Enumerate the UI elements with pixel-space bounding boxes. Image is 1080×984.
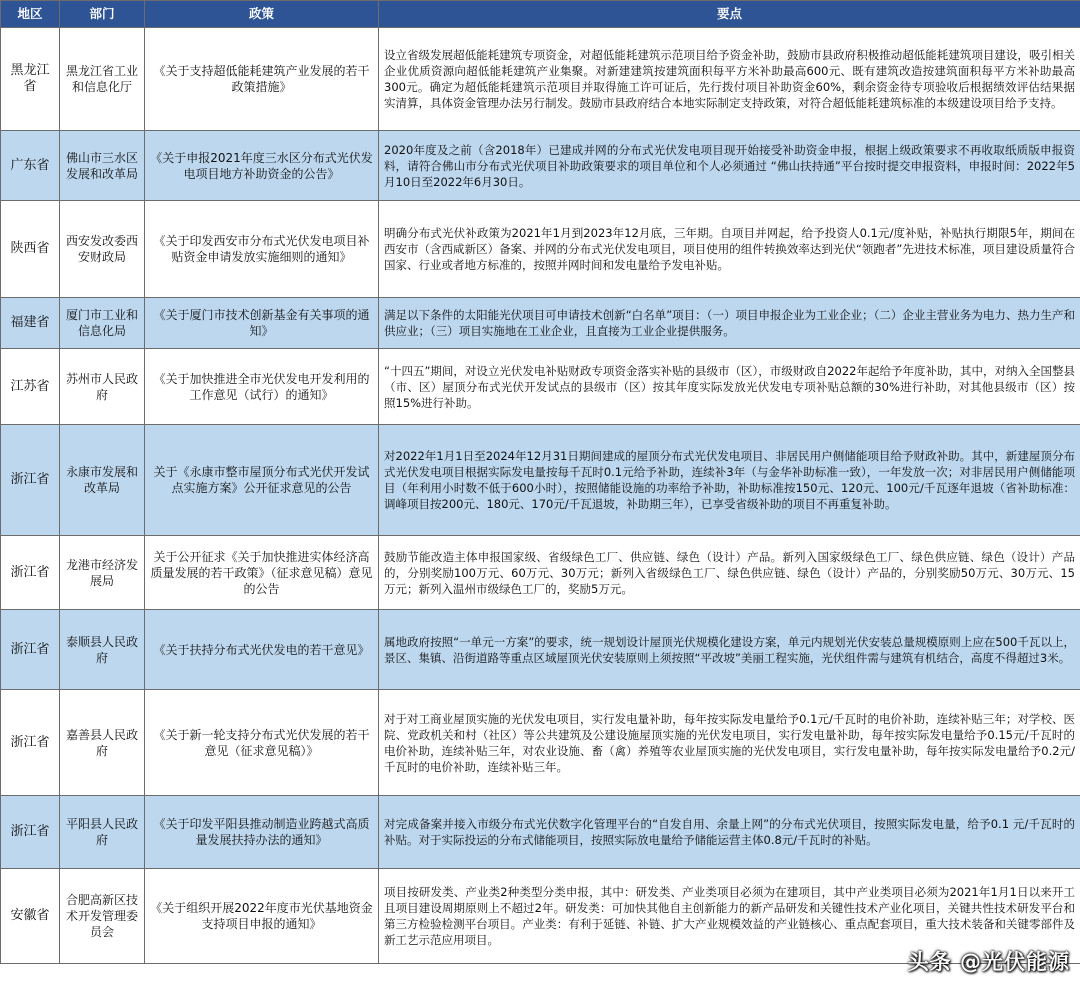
cell-department: 平阳县人民政府 bbox=[60, 796, 145, 869]
cell-department: 西安发改委西安财政局 bbox=[60, 201, 145, 298]
cell-department: 厦门市工业和信息化局 bbox=[60, 298, 145, 349]
table-row bbox=[1, 298, 1080, 349]
cell-department: 佛山市三水区发展和改革局 bbox=[60, 131, 145, 201]
cell-points: 属地政府按照“一单元一方案”的要求，统一规划设计屋顶光伏规模化建设方案，单元内规划光伏安装总量规模原则上应在500千瓦以上，景区、集镇、沿街道路等重点区域屋顶光伏安装原则上须按照“平改坡”美丽工程实施，光伏组件需与建筑有机结合，高度不得超过3米。 bbox=[379, 610, 1080, 690]
cell-policy: 《关于组织开展2022年度市光伏基地资金支持项目申报的通知》 bbox=[145, 869, 379, 964]
cell-region: 浙江省 bbox=[1, 425, 60, 536]
cell-region: 浙江省 bbox=[1, 610, 60, 690]
cell-points: 2020年度及之前（含2018年）已建成并网的分布式光伏发电项目现开始接受补助资金申报，根据上级政策要求不再收取纸质版申报资料，请符合佛山市分布式光伏项目补助政策要求的项目单位和个人必须通过 “佛山扶持通”平台按时提交申报资料，申报时间：2022年5月10日至2022年6月30日。 bbox=[379, 131, 1080, 201]
cell-points: 对2022年1月1日至2024年12月31日期间建成的屋顶分布式光伏发电项目、非居民用户侧储能项目给予财政补助。其中，新建屋顶分布式光伏发电项目根据实际发电量按每千瓦时0.1元给予补助，连续补3年（与金华补助标准一致），一年发放一次；对非居民用户侧储能项目（年利用小时数不低于600小时），按照储能设施的功率给予补助，补助标准按150元、120元、100元/千瓦逐年退坡（省补助标准：调峰项目按200元、180元、170元/千瓦退坡，补助期三年），已享受省级补助的项目不再重复补助。 bbox=[379, 425, 1080, 536]
header-region: 地区 bbox=[1, 1, 60, 28]
cell-policy: 《关于厦门市技术创新基金有关事项的通知》 bbox=[145, 298, 379, 349]
table-header-row bbox=[1, 1, 1080, 28]
table-row bbox=[1, 796, 1080, 869]
table-row bbox=[1, 201, 1080, 298]
header-points: 要点 bbox=[379, 1, 1080, 28]
table-row bbox=[1, 349, 1080, 425]
cell-points: “十四五”期间，对设立光伏发电补贴财政专项资金落实补贴的县级市（区），市级财政自2022年起给予年度补助，其中，对纳入全国整县（市、区）屋顶分布式光伏开发试点的县级市（区）按其年度实际发放光伏发电专项补贴总额的30%进行补助，对其他县级市（区）按照15%进行补助。 bbox=[379, 349, 1080, 425]
table-row bbox=[1, 690, 1080, 796]
table-row bbox=[1, 425, 1080, 536]
cell-region: 江苏省 bbox=[1, 349, 60, 425]
cell-policy: 《关于申报2021年度三水区分布式光伏发电项目地方补助资金的公告》 bbox=[145, 131, 379, 201]
cell-department: 合肥高新区技术开发管理委员会 bbox=[60, 869, 145, 964]
cell-region: 福建省 bbox=[1, 298, 60, 349]
table-row bbox=[1, 131, 1080, 201]
cell-region: 安徽省 bbox=[1, 869, 60, 964]
cell-region: 浙江省 bbox=[1, 536, 60, 610]
cell-region: 广东省 bbox=[1, 131, 60, 201]
cell-department: 龙港市经济发展局 bbox=[60, 536, 145, 610]
cell-points: 项目按研发类、产业类2种类型分类申报，其中：研发类、产业类项目必须为在建项目，其中产业类项目必须为2021年1月1日以来开工且项目建设周期原则上不超过2年。研发类：可加快其他自主创新能力的新产品研发和关键性技术产业化项目，关键共性技术研发平台和第三方检验检测平台项目。产业类：有利于延链、补链、扩大产业规模效益的产业链核心、重点配套项目，重大技术装备和关键零部件及新工艺示范应用项目。 bbox=[379, 869, 1080, 964]
cell-department: 永康市发展和改革局 bbox=[60, 425, 145, 536]
cell-policy: 《关于印发西安市分布式光伏发电项目补贴资金申请发放实施细则的通知》 bbox=[145, 201, 379, 298]
cell-policy: 《关于扶持分布式光伏发电的若干意见》 bbox=[145, 610, 379, 690]
cell-points: 明确分布式光伏补政策为2021年1月到2023年12月底，三年期。自项目并网起，给予投资人0.1元/度补贴，补贴执行期限5年，期间在西安市（含西咸新区）备案、并网的分布式光伏发电项目，项目使用的组件转换效率达到光伏“领跑者”先进技术标准，项目建设质量符合国家、行业或者地方标准的，按照并网时间和发电量给予发电补贴。 bbox=[379, 201, 1080, 298]
cell-points: 对完成备案并接入市级分布式光伏数字化管理平台的“自发自用、余量上网”的分布式光伏项目，按照实际发电量，给予0.1 元/千瓦时的补贴。对于实际投运的分布式储能项目，按照实际放电量给予储能运营主体0.8元/千瓦时的补贴。 bbox=[379, 796, 1080, 869]
cell-region: 浙江省 bbox=[1, 690, 60, 796]
header-department: 部门 bbox=[60, 1, 145, 28]
cell-region: 黑龙江省 bbox=[1, 28, 60, 131]
cell-policy: 《关于印发平阳县推动制造业跨越式高质量发展扶持办法的通知》 bbox=[145, 796, 379, 869]
cell-points: 鼓励节能改造主体申报国家级、省级绿色工厂、供应链、绿色（设计）产品。新列入国家级绿色工厂、绿色供应链、绿色（设计）产品的，分别奖励100万元、60万元、30万元；新列入省级绿色工厂、绿色供应链、绿色（设计）产品的，分别奖励50万元、30万元、15万元；新列入温州市级绿色工厂的，奖励5万元。 bbox=[379, 536, 1080, 610]
table-row bbox=[1, 610, 1080, 690]
cell-department: 嘉善县人民政府 bbox=[60, 690, 145, 796]
cell-policy: 《关于加快推进全市光伏发电开发利用的工作意见（试行）的通知》 bbox=[145, 349, 379, 425]
cell-department: 泰顺县人民政府 bbox=[60, 610, 145, 690]
cell-points: 满足以下条件的太阳能光伏项目可申请技术创新“白名单”项目：（一）项目申报企业为工业企业；（二）企业主营业务为电力、热力生产和供应业；（三）项目实施地在工业企业，且直接为工业企业提供服务。 bbox=[379, 298, 1080, 349]
cell-policy: 《关于新一轮支持分布式光伏发展的若干意见（征求意见稿）》 bbox=[145, 690, 379, 796]
cell-policy: 《关于支持超低能耗建筑产业发展的若干政策措施》 bbox=[145, 28, 379, 131]
cell-points: 设立省级发展超低能耗建筑专项资金，对超低能耗建筑示范项目给予资金补助，鼓励市县政府积极推动超低能耗建筑项目建设，吸引相关企业优质资源向超低能耗建筑产业集聚。对新建建筑按建筑面积每平方米补助最高600元、既有建筑改造按建筑面积每平方米补助最高300元。确定为超低能耗建筑示范项目并取得施工许可证后，先行拨付项目补助资金60%，剩余资金待专项验收后根据绩效评估结果据实清算，具体资金管理办法另行制发。鼓励市县政府结合本地实际制定支持政策，对符合超低能耗建筑标准的本级建设项目给予支持。 bbox=[379, 28, 1080, 131]
cell-region: 浙江省 bbox=[1, 796, 60, 869]
cell-points: 对于对工商业屋顶实施的光伏发电项目，实行发电量补助，每年按实际发电量给予0.1元/千瓦时的电价补助，连续补贴三年；对学校、医院、党政机关和村（社区）等公共建筑及公建设施屋顶实施的光伏发电项目，实行发电量补助，每年按实际发电量给予0.15元/千瓦时的电价补助，连续补贴三年，对农业设施、畜（禽）养殖等农业屋顶实施的光伏发电项目，实行发电量补助，每年按实际发电量给予0.2元/千瓦时的电价补助，连续补贴三年。 bbox=[379, 690, 1080, 796]
cell-policy: 关于《永康市整市屋顶分布式光伏开发试点实施方案》公开征求意见的公告 bbox=[145, 425, 379, 536]
cell-region: 陕西省 bbox=[1, 201, 60, 298]
cell-department: 黑龙江省工业和信息化厅 bbox=[60, 28, 145, 131]
watermark-text: 头条 @光伏能源 bbox=[907, 950, 1070, 974]
header-policy: 政策 bbox=[145, 1, 379, 28]
table-row bbox=[1, 28, 1080, 131]
cell-department: 苏州市人民政府 bbox=[60, 349, 145, 425]
table-row bbox=[1, 536, 1080, 610]
cell-policy: 关于公开征求《关于加快推进实体经济高质量发展的若干政策》（征求意见稿）意见的公告 bbox=[145, 536, 379, 610]
